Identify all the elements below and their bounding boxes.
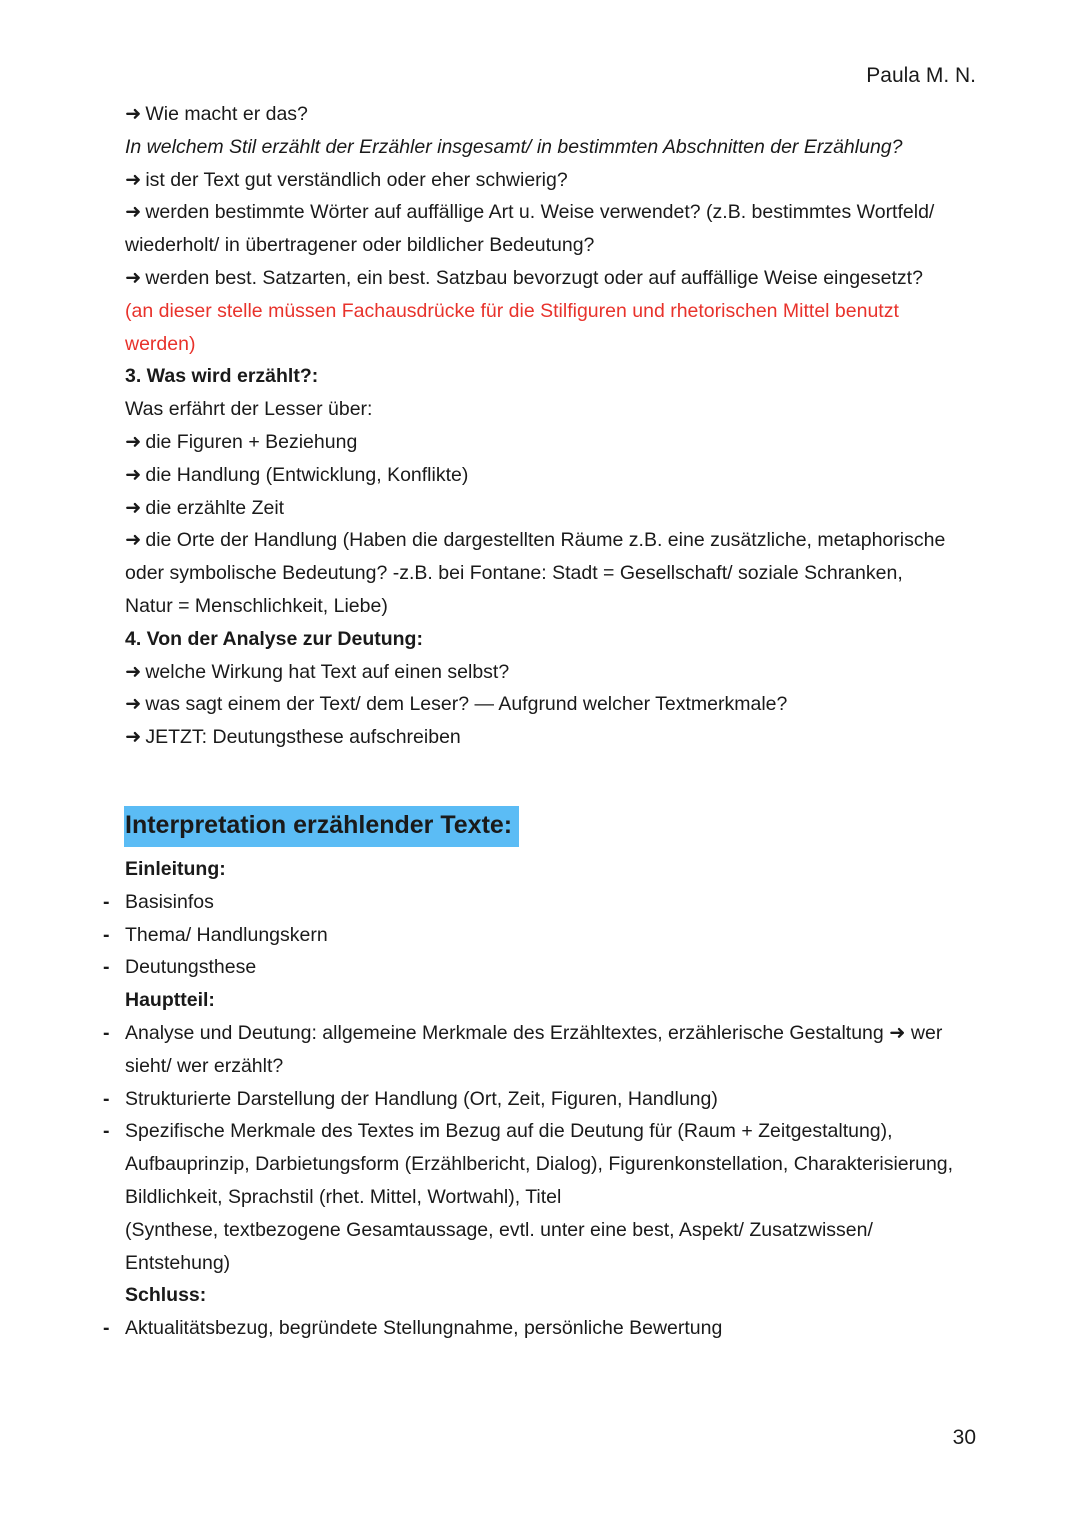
arrow-icon: ➜ [125, 726, 142, 749]
bullet-item: - Spezifische Merkmale des Textes im Bezug auf die Deutung für (Raum + Zeitgestaltung), [125, 1115, 985, 1148]
arrow-icon: ➜ [125, 693, 142, 716]
list-item: ➜ was sagt einem der Text/ dem Leser? — Aufgrund welcher Textmerkmale? [125, 693, 788, 716]
bullet-item-continuation: sieht/ wer erzählt? [125, 1054, 284, 1077]
heading-container [125, 806, 985, 847]
list-item: ➜ welche Wirkung hat Text auf einen selbst? [125, 660, 510, 683]
arrow-icon: ➜ [125, 529, 142, 552]
list-item: ➜ die Handlung (Entwicklung, Konflikte) [125, 463, 469, 486]
bullet-item-continuation: (Synthese, textbezogene Gesamtaussage, evtl. unter eine best, Aspekt/ Zusatzwissen/ [125, 1218, 873, 1241]
arrow-icon: ➜ [125, 168, 142, 191]
style-question: In welchem Stil erzählt der Erzähler insgesamt/ in bestimmten Abschnitten der Erzählung? [125, 135, 903, 158]
bullet-item: - Aktualitätsbezug, begründete Stellungnahme, persönliche Bewertung [125, 1312, 985, 1345]
bullet-item: - Deutungsthese [125, 951, 985, 984]
bullet-item-continuation: Bildlichkeit, Sprachstil (rhet. Mittel, Wortwahl), Titel [125, 1185, 562, 1208]
list-item: ➜ die Figuren + Beziehung [125, 430, 358, 453]
bullet-item: - Basisinfos [125, 886, 985, 919]
list-item: ➜ die erzählte Zeit [125, 496, 285, 519]
list-item: ➜ JETZT: Deutungsthese aufschreiben [125, 726, 461, 749]
section-title: 3. Was wird erzählt?: [125, 365, 319, 388]
list-item: ➜ ist der Text gut verständlich oder eher schwierig? [125, 168, 568, 191]
bullet-item-continuation: Aufbauprinzip, Darbietungsform (Erzählbericht, Dialog), Figurenkonstellation, Charakterisierung, [125, 1153, 954, 1176]
list-item: ➜ die Orte der Handlung (Haben die dargestellten Räume z.B. eine zusätzliche, metaphorische [125, 529, 946, 552]
bullet-item: - Strukturierte Darstellung der Handlung (Ort, Zeit, Figuren, Handlung) [125, 1083, 985, 1116]
section-title: 4. Von der Analyse zur Deutung: [125, 627, 423, 650]
note-text: werden) [125, 332, 196, 355]
arrow-icon: ➜ [125, 266, 142, 289]
arrow-icon: ➜ [125, 201, 142, 224]
list-item-continuation: oder symbolische Bedeutung? -z.B. bei Fontane: Stadt = Gesellschaft/ soziale Schranken, [125, 562, 903, 585]
subsection-title: Schluss: [125, 1284, 207, 1307]
list-item-continuation: wiederholt/ in übertragener oder bildlicher Bedeutung? [125, 234, 595, 257]
arrow-icon: ➜ [125, 103, 142, 125]
subsection-title: Hauptteil: [125, 989, 215, 1012]
list-item: ➜ werden best. Satzarten, ein best. Satzbau bevorzugt oder auf auffällige Weise eingesetzt? [125, 266, 923, 289]
arrow-icon: ➜ [125, 463, 142, 486]
page-number: 30 [952, 1426, 976, 1449]
bullet-item: - Thema/ Handlungskern [125, 919, 985, 952]
bullet-item: - Analyse und Deutung: allgemeine Merkmale des Erzähltextes, erzählerische Gestaltung ➜ wer [125, 1017, 985, 1050]
question-text: Wie macht er das? [145, 103, 308, 125]
arrow-icon: ➜ [125, 496, 142, 519]
arrow-icon: ➜ [125, 430, 142, 453]
section-intro: Was erfährt der Lesser über: [125, 398, 373, 421]
question-line [125, 98, 985, 131]
list-item-continuation: Natur = Menschlichkeit, Liebe) [125, 594, 388, 617]
subsection-title: Einleitung: [125, 857, 226, 880]
note-text: (an dieser stelle müssen Fachausdrücke für die Stilfiguren und rhetorischen Mittel benutzt [125, 299, 899, 322]
arrow-icon: ➜ [125, 660, 142, 683]
highlighted-heading: Interpretation erzählender Texte: [124, 806, 519, 847]
list-item: ➜ werden bestimmte Wörter auf auffällige Art u. Weise verwendet? (z.B. bestimmtes Wortfeld/ [125, 201, 935, 224]
author-name: Paula M. N. [866, 64, 976, 87]
bullet-item-continuation: Entstehung) [125, 1251, 231, 1274]
page-content [125, 98, 985, 1345]
